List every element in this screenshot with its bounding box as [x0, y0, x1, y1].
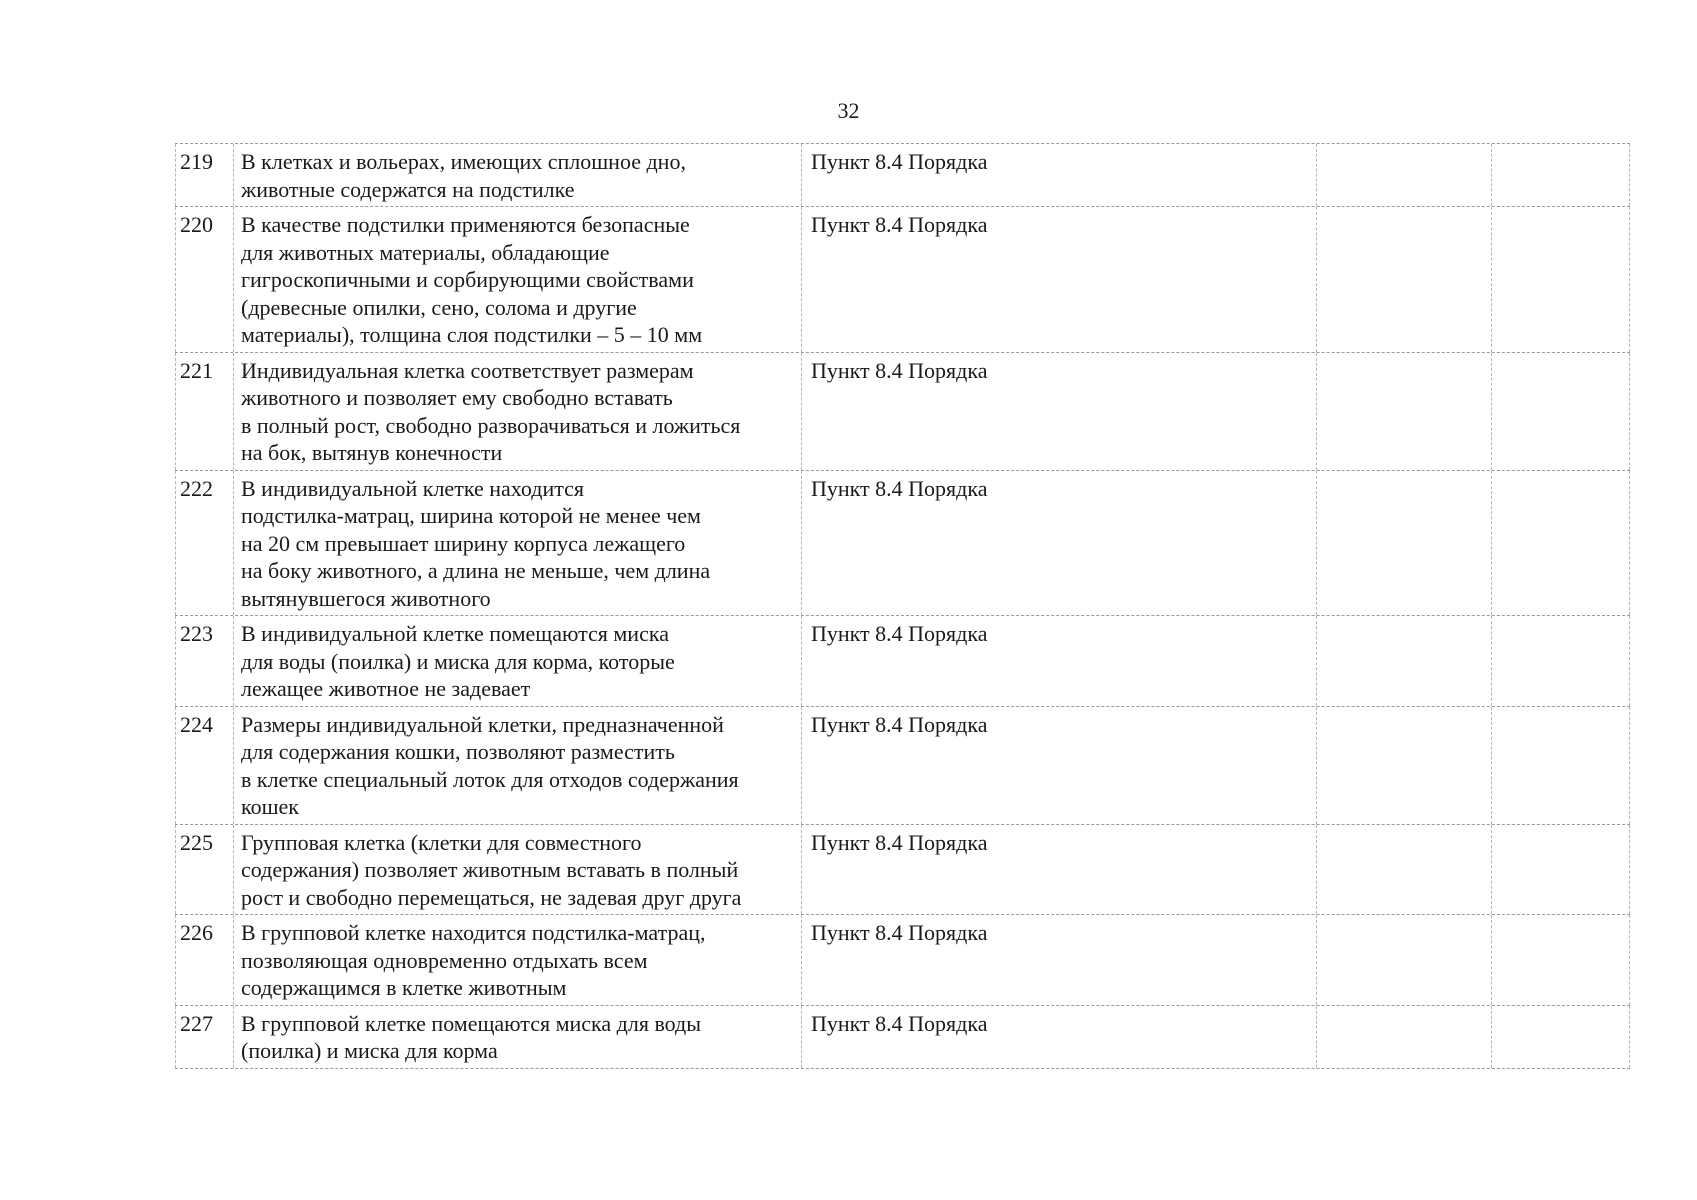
page-number: 32	[837, 98, 860, 123]
empty-cell	[1316, 616, 1491, 706]
text-line: вытянувшегося животного	[241, 585, 491, 611]
requirement-text	[233, 825, 801, 915]
requirement-text	[233, 707, 801, 824]
requirement-text	[233, 616, 801, 706]
empty-cell	[1491, 915, 1630, 1005]
legal-reference: Пункт 8.4 Порядка	[801, 915, 1316, 1005]
text-line: для воды (поилка) и миска для корма, которые	[241, 648, 675, 674]
text-line: для содержания кошки, позволяют разместить	[241, 739, 675, 764]
text-line: В групповой клетке находится подстилка-матрац,	[241, 920, 706, 945]
text-line: В клетках и вольерах, имеющих сплошное дно,	[241, 149, 686, 174]
table-row	[175, 615, 1630, 706]
row-number: 221	[175, 353, 233, 470]
text-line: на бок, вытянув конечности	[241, 440, 503, 465]
table-row	[175, 706, 1630, 824]
row-number: 227	[175, 1006, 233, 1068]
empty-cell	[1316, 915, 1491, 1005]
empty-cell	[1491, 207, 1630, 352]
requirement-text	[233, 207, 801, 352]
requirement-text	[233, 1006, 801, 1068]
row-number: 225	[175, 825, 233, 915]
row-number: 224	[175, 707, 233, 824]
empty-cell	[1316, 144, 1491, 206]
empty-cell	[1491, 353, 1630, 470]
empty-cell	[1491, 616, 1630, 706]
text-line: В групповой клетке помещаются миска для воды	[241, 1010, 702, 1036]
legal-reference: Пункт 8.4 Порядка	[801, 471, 1316, 616]
text-line: (поилка) и миска для корма	[241, 1038, 498, 1063]
legal-reference: Пункт 8.4 Порядка	[801, 707, 1316, 824]
empty-cell	[1491, 825, 1630, 915]
text-line: Размеры индивидуальной клетки, предназначенной	[241, 711, 724, 737]
legal-reference: Пункт 8.4 Порядка	[801, 207, 1316, 352]
requirement-text	[233, 471, 801, 616]
table-row	[175, 914, 1630, 1005]
requirement-text	[233, 353, 801, 470]
text-line: содержащимся в клетке животным	[241, 975, 567, 1000]
text-line: подстилка-матрац, ширина которой не менее чем	[241, 503, 701, 528]
text-line: гигроскопичными и сорбирующими свойствами	[241, 267, 694, 292]
table-row	[175, 470, 1630, 616]
table-row	[175, 352, 1630, 470]
requirement-text	[233, 915, 801, 1005]
text-line: в клетке специальный лоток для отходов содержания	[241, 766, 739, 792]
row-number: 220	[175, 207, 233, 352]
text-line: для животных материалы, обладающие	[241, 239, 610, 265]
empty-cell	[1316, 1006, 1491, 1068]
empty-cell	[1491, 707, 1630, 824]
legal-reference: Пункт 8.4 Порядка	[801, 144, 1316, 206]
table-row	[175, 1005, 1630, 1069]
empty-cell	[1316, 707, 1491, 824]
text-line: (древесные опилки, сено, солома и другие	[241, 294, 637, 320]
text-line: материалы), толщина слоя подстилки – 5 – 10 мм	[241, 322, 703, 347]
legal-reference: Пункт 8.4 Порядка	[801, 1006, 1316, 1068]
text-line: животного и позволяет ему свободно вставать	[241, 385, 673, 410]
legal-reference: Пункт 8.4 Порядка	[801, 825, 1316, 915]
empty-cell	[1491, 1006, 1630, 1068]
legal-reference: Пункт 8.4 Порядка	[801, 616, 1316, 706]
text-line: В качестве подстилки применяются безопасные	[241, 212, 690, 237]
row-number: 223	[175, 616, 233, 706]
empty-cell	[1316, 825, 1491, 915]
text-line: содержания) позволяет животным вставать в полный	[241, 857, 739, 882]
empty-cell	[1491, 144, 1630, 206]
text-line: Групповая клетка (клетки для совместного	[241, 829, 642, 855]
text-line: позволяющая одновременно отдыхать всем	[241, 947, 648, 973]
table-row	[175, 824, 1630, 915]
empty-cell	[1316, 471, 1491, 616]
text-line: лежащее животное не задевает	[241, 676, 531, 701]
requirements-table	[175, 143, 1630, 1069]
empty-cell	[1491, 471, 1630, 616]
legal-reference: Пункт 8.4 Порядка	[801, 353, 1316, 470]
text-line: В индивидуальной клетке помещаются миска	[241, 621, 669, 646]
empty-cell	[1316, 353, 1491, 470]
text-line: животные содержатся на подстилке	[241, 176, 575, 202]
text-line: на боку животного, а длина не меньше, чем длина	[241, 558, 711, 583]
row-number: 226	[175, 915, 233, 1005]
empty-cell	[1316, 207, 1491, 352]
table-row	[175, 143, 1630, 206]
text-line: Индивидуальная клетка соответствует размерам	[241, 357, 694, 383]
text-line: рост и свободно перемещаться, не задевая друг друга	[241, 884, 742, 910]
row-number: 219	[175, 144, 233, 206]
requirement-text	[233, 144, 801, 206]
text-line: В индивидуальной клетке находится	[241, 475, 585, 501]
table-row	[175, 206, 1630, 352]
text-line: кошек	[241, 794, 299, 819]
text-line: в полный рост, свободно разворачиваться и ложиться	[241, 412, 741, 438]
row-number: 222	[175, 471, 233, 616]
text-line: на 20 см превышает ширину корпуса лежащего	[241, 530, 686, 556]
